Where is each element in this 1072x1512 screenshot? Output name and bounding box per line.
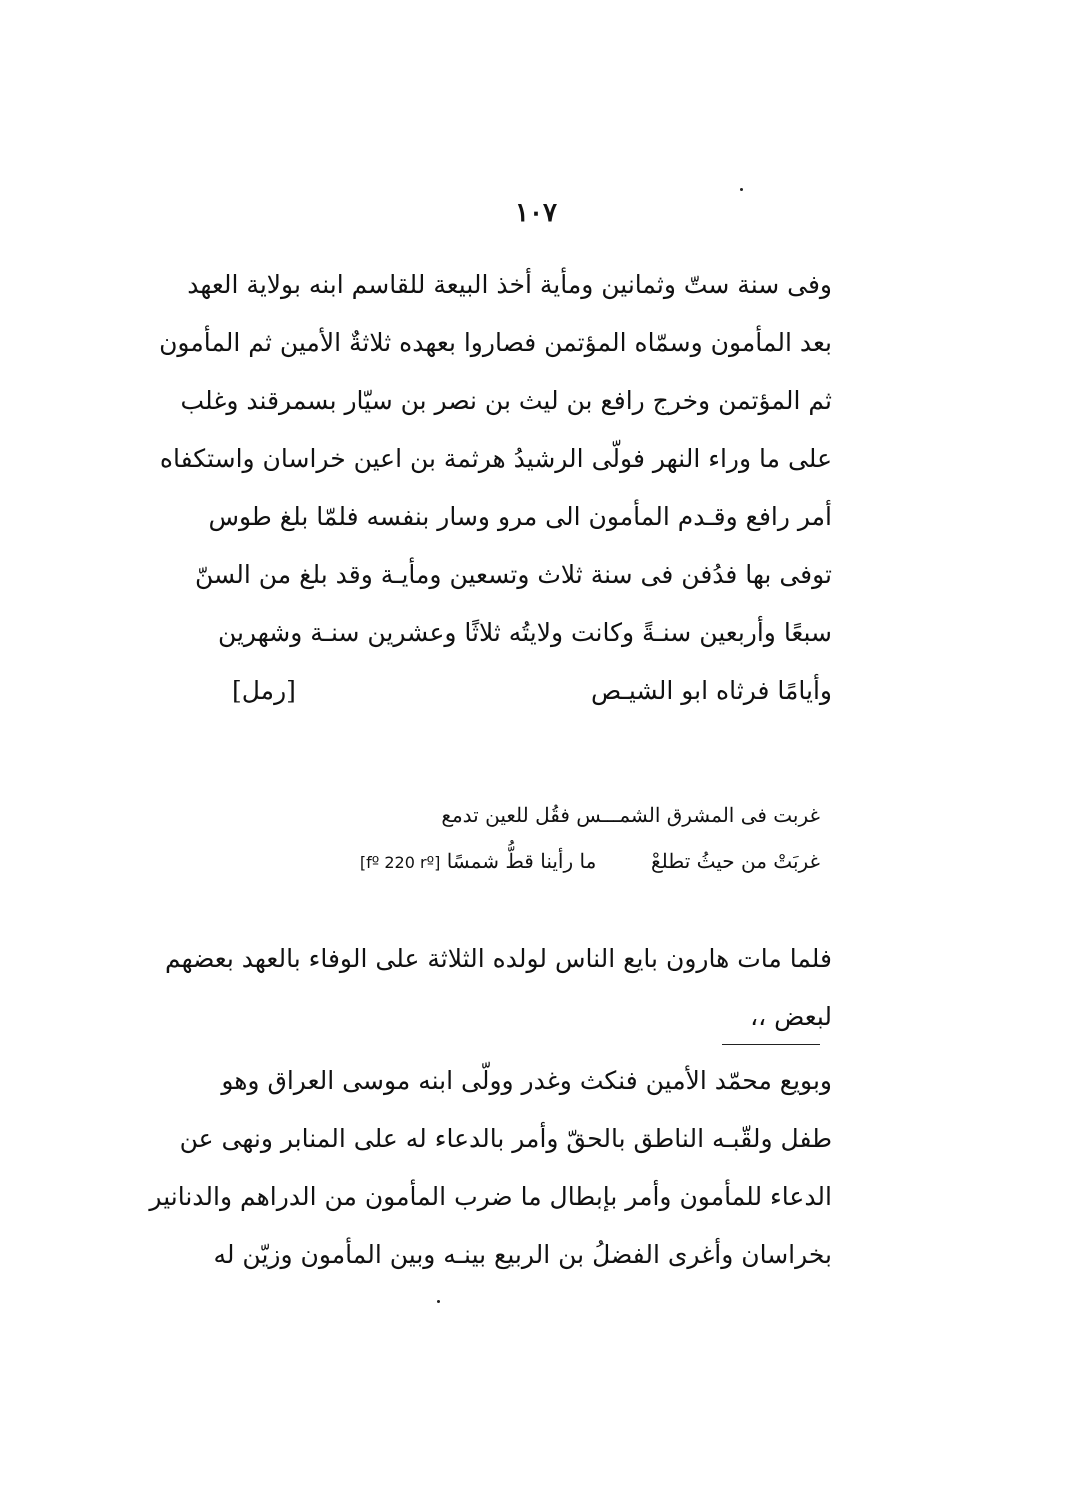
text-line: الدعاء للمأمون وأمر بإبطال ما ضرب المأمون من الدراهم والدنانير [149,1182,832,1211]
scan-speck [740,188,743,191]
page-number: ١٠٧ [515,198,557,228]
text-line: سبعًا وأربعين سنـةً وكانت ولايتُه ثلاثًا وعشرين سنـة وشهرين [217,618,832,647]
meter-label: [رمل] [232,676,296,705]
paragraph-1 [159,256,832,720]
verse-line: غربت فى المشرق الشمـــس فقُل للعين تدمع [441,803,820,827]
text-line: ثم المؤتمن وخرج رافع بن ليث بن نصر بن سيّار بسمرقند وغلب [180,386,832,415]
verse-hemistich-second: غربَتْ من حيثُ تطلعْ [651,849,820,873]
text-line: أمر رافع وقـدم المأمون الى مرو وسار بنفسه فلمّا بلغ طوس [208,502,832,531]
text-line: بعد المأمون وسمّاه المؤتمن فصاروا بعهده ثلاثةٌ الأمين ثم المأمون [159,328,832,357]
text-line: وفى سنة ستّ وثمانين ومأية أخذ البيعة للقاسم ابنه بولاية العهد [187,270,832,299]
poem-verses [320,792,820,884]
verse-hemistich-first: ما رأينا قطُّ شمسًا [446,849,597,873]
scan-speck [437,1300,440,1303]
paragraph-2 [164,930,832,1046]
text-line: توفى بها فدُفن فى سنة ثلاث وتسعين ومأيـة وقد بلغ من السنّ [194,560,832,589]
text-line: طفل ولقّبـه الناطق بالحقّ وأمر بالدعاء له على المنابر ونهى عن [179,1124,832,1153]
text-line: بخراسان وأغرى الفضلُ بن الربيع بينـه وبين المأمون وزيّن له [213,1240,832,1269]
verse-line [320,838,820,884]
text-line: وأيامًا فرثاه ابو الشيـص [590,676,832,705]
paragraph-3 [149,1052,832,1284]
section-divider [722,1044,820,1045]
text-line: فلما مات هارون بايع الناس لولده الثلاثة على الوفاء بالعهد بعضهم [164,944,832,973]
text-line: على ما وراء النهر فولّى الرشيدُ هرثمة بن اعين خراسان واستكفاه [159,444,832,473]
meter-line [232,662,832,720]
folio-reference: [fº 220 rº] [359,853,441,872]
text-line: وبويع محمّد الأمين فنكث وغدر وولّى ابنه موسى العراق وهو [221,1066,832,1095]
text-line: لبعض ،، [750,1002,832,1031]
